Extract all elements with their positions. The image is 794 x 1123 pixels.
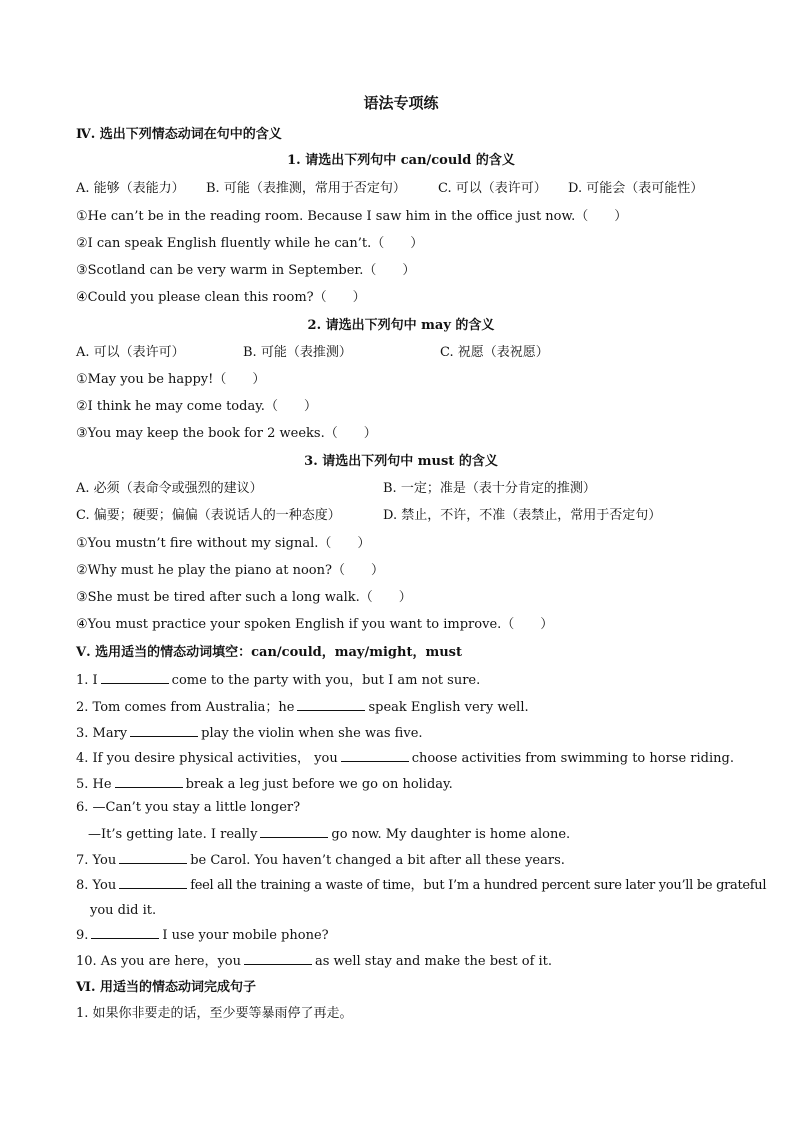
fill-question <box>76 952 552 971</box>
option-a: A. 能够（表能力） <box>76 181 185 196</box>
option-b: B. 一定；准是（表十分肯定的推测） <box>383 481 596 496</box>
section-4-heading: Ⅳ. 选出下列情态动词在句中的含义 <box>76 127 282 142</box>
question-text: 2. Tom comes from Australia；he <box>76 700 295 715</box>
question-text: 7. You <box>76 853 117 868</box>
question-text: 5. He <box>76 777 112 792</box>
fill-question <box>76 698 529 717</box>
answer-blank[interactable] <box>260 825 328 838</box>
question-item: ①May you be happy!（ ） <box>76 372 266 387</box>
fill-question <box>76 749 734 768</box>
option-a: A. 可以（表许可） <box>76 345 185 360</box>
part-3-options-row1 <box>76 480 726 498</box>
fill-question <box>76 671 480 690</box>
fill-question <box>76 851 565 870</box>
question-item: ④You must practice your spoken English if you want to improve.（ ） <box>76 617 554 632</box>
question-text: choose activities from swimming to horse riding. <box>411 751 734 766</box>
question-text: come to the party with you，but I am not sure. <box>171 673 481 688</box>
question-item: ④Could you please clean this room?（ ） <box>76 290 366 305</box>
part-1-options <box>76 180 726 198</box>
answer-blank[interactable] <box>244 952 312 965</box>
option-c: C. 可以（表许可） <box>438 181 547 196</box>
fill-question <box>76 724 423 743</box>
question-text: 1. I <box>76 673 98 688</box>
question-text: 10. As you are here，you <box>76 954 241 969</box>
part-3-heading: 3. 请选出下列句中 must 的含义 <box>304 454 498 469</box>
answer-blank[interactable] <box>115 775 183 788</box>
question-text: 4. If you desire physical activities， you <box>76 751 338 766</box>
question-text: be Carol. You haven’t changed a bit after all these years. <box>190 853 565 868</box>
option-b: B. 可能（表推测，常用于否定句） <box>206 181 406 196</box>
option-d: D. 禁止，不许，不准（表禁止，常用于否定句） <box>383 508 662 523</box>
option-a: A. 必须（表命令或强烈的建议） <box>76 481 263 496</box>
answer-blank[interactable] <box>119 851 187 864</box>
question-text: —It’s getting late. I really <box>88 827 258 842</box>
option-d: D. 可能会（表可能性） <box>568 181 704 196</box>
fill-question <box>76 926 329 945</box>
fill-question-continued: you did it. <box>90 903 157 918</box>
part-2-heading: 2. 请选出下列句中 may 的含义 <box>307 318 495 333</box>
question-item: ②Why must he play the piano at noon?（ ） <box>76 563 384 578</box>
answer-blank[interactable] <box>130 724 198 737</box>
fill-question <box>76 775 453 794</box>
part-1-heading: 1. 请选出下列句中 can/could 的含义 <box>287 153 515 168</box>
option-b: B. 可能（表推测） <box>243 345 352 360</box>
page-title: 语法专项练 <box>363 94 439 112</box>
question-item: ③She must be tired after such a long walk.（ ） <box>76 590 412 605</box>
question-text: break a leg just before we go on holiday. <box>185 777 453 792</box>
question-item: ①He can’t be in the reading room. Because I saw him in the office just now.（ ） <box>76 209 628 224</box>
translation-question: 1. 如果你非要走的话，至少要等暴雨停了再走。 <box>76 1006 353 1021</box>
question-text: 8. You <box>76 878 117 893</box>
question-item: ①You mustn’t fire without my signal.（ ） <box>76 536 371 551</box>
answer-blank[interactable] <box>119 876 187 889</box>
section-6-heading: Ⅵ. 用适当的情态动词完成句子 <box>76 980 257 995</box>
option-c: C. 祝愿（表祝愿） <box>440 345 549 360</box>
option-c: C. 偏要；硬要；偏偏（表说话人的一种态度） <box>76 508 341 523</box>
answer-blank[interactable] <box>101 671 169 684</box>
answer-blank[interactable] <box>341 749 409 762</box>
question-item: ②I think he may come today.（ ） <box>76 399 317 414</box>
question-text: I use your mobile phone? <box>162 928 329 943</box>
fill-question: 6. —Can’t you stay a little longer? <box>76 800 301 815</box>
question-text: 9. <box>76 928 89 943</box>
question-text: feel all the training a waste of time，but I’m a hundred percent sure later you’ll be grateful <box>190 878 767 893</box>
question-item: ③Scotland can be very warm in September.（ ） <box>76 263 416 278</box>
question-item: ②I can speak English fluently while he can’t.（ ） <box>76 236 424 251</box>
fill-question <box>76 876 767 895</box>
answer-blank[interactable] <box>297 698 365 711</box>
question-text: play the violin when she was five. <box>201 726 423 741</box>
part-3-options-row2 <box>76 507 726 525</box>
question-text: go now. My daughter is home alone. <box>331 827 571 842</box>
section-5-heading: Ⅴ. 选用适当的情态动词填空：can/could，may/might，must <box>76 645 462 660</box>
question-text: as well stay and make the best of it. <box>314 954 553 969</box>
question-item: ③You may keep the book for 2 weeks.（ ） <box>76 426 377 441</box>
question-text: 3. Mary <box>76 726 128 741</box>
part-2-options <box>76 344 726 362</box>
answer-blank[interactable] <box>91 926 159 939</box>
fill-question <box>88 825 570 844</box>
question-text: speak English very well. <box>368 700 529 715</box>
